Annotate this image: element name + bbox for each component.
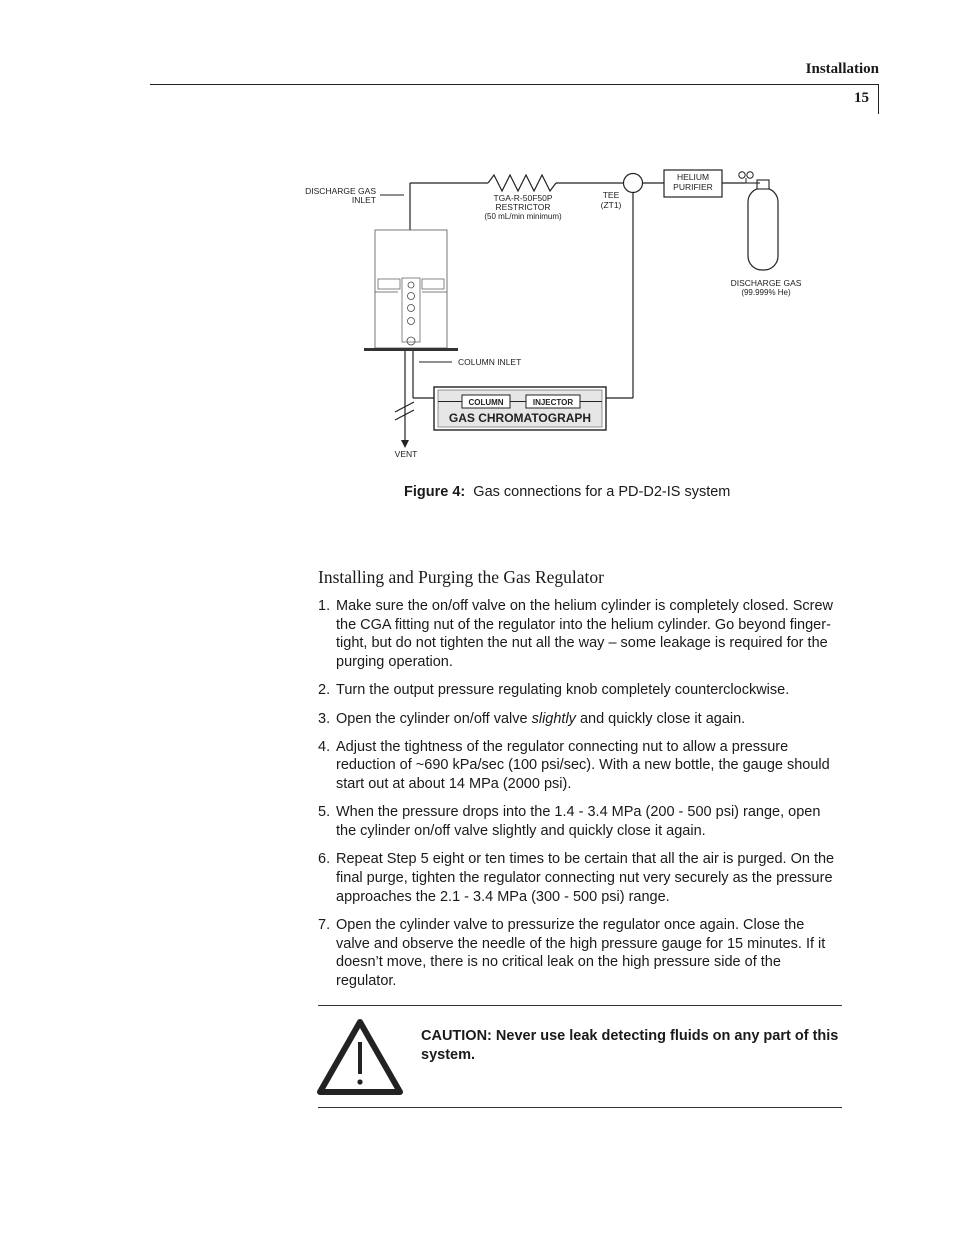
restrictor-label-1: TGA-R-50F50P [493, 193, 553, 203]
step-text: Make sure the on/off valve on the helium cylinder is completely closed. Screw the CGA fitting nut of the regulator into the helium cylinder. Go beyond finger-tight, but do not tighten the nut all the way – some leakage is required for the purging operation. [336, 598, 834, 671]
helium-purifier-label-2: PURIFIER [673, 182, 713, 192]
tee-label-1: TEE [602, 190, 620, 200]
vent-label: VENT [394, 449, 418, 459]
list-item [318, 738, 842, 794]
column-label: COLUMN [468, 398, 504, 407]
column-inlet-label: COLUMN INLET [458, 357, 522, 367]
gas-chromatograph-label: GAS CHROMATOGRAPH [448, 411, 592, 425]
step-number: 3. [318, 710, 331, 727]
restrictor-label-2: RESTRICTOR [495, 202, 551, 212]
step-text: Adjust the tightness of the regulator connecting nut to allow a pressure reduction of ~690 kPa/sec (100 psi/sec). With a new bottle, the gauge should start out at about 14 MPa (2000 psi). [336, 738, 830, 793]
tee-label-2: (ZT1) [600, 200, 622, 210]
list-item [318, 803, 842, 840]
gas-connection-diagram [0, 0, 954, 480]
list-item [318, 710, 842, 729]
running-header-title: Installation [805, 61, 879, 77]
restrictor-label-3: (50 mL/min minimum) [484, 212, 562, 221]
warning-triangle-icon [316, 1018, 404, 1096]
injector-label: INJECTOR [532, 398, 574, 407]
step-text-emphasis: slightly [531, 710, 576, 727]
caution-top-rule [318, 1005, 842, 1006]
step-number: 6. [318, 851, 331, 868]
caution-bottom-rule [318, 1107, 842, 1108]
figure-caption-text: Gas connections for a PD-D2-IS system [473, 484, 731, 500]
figure-caption [404, 484, 730, 500]
step-number: 5. [318, 804, 331, 821]
list-item [318, 916, 842, 991]
step-number: 7. [318, 916, 331, 933]
purge-steps-list [318, 597, 842, 1000]
step-number: 1. [318, 598, 331, 614]
discharge-gas-label-2: (99.999% He) [741, 288, 791, 297]
vent-arrow [401, 440, 409, 448]
tee-symbol [624, 174, 643, 193]
gas-cylinder-icon [739, 172, 778, 270]
step-number: 4. [318, 738, 331, 755]
page-number: 15 [854, 90, 869, 106]
detector-block [364, 230, 458, 351]
step-text-before: Open the cylinder on/off valve [336, 710, 532, 727]
step-number: 2. [318, 682, 331, 699]
helium-purifier-label-1: HELIUM [676, 172, 710, 182]
caution-text: CAUTION: Never use leak detecting fluids on any part of this system. [421, 1028, 839, 1063]
step-text: Repeat Step 5 eight or ten times to be certain that all the air is purged. On the final purge, tighten the regulator connecting nut very securely as the pressure approaches the 2.1 - 3.4 MPa (300 - 500 psi) range. [336, 851, 835, 905]
list-item [318, 850, 842, 906]
step-text-after: and quickly close it again. [575, 710, 746, 727]
list-item [318, 681, 842, 700]
discharge-gas-inlet-label-2: INLET [351, 195, 376, 205]
step-text: Turn the output pressure regulating knob completely counterclockwise. [336, 682, 790, 699]
discharge-gas-inlet-label-1: DISCHARGE GAS [305, 186, 376, 196]
step-text: Open the cylinder valve to pressurize the regulator once again. Close the valve and observe the needle of the high pressure gauge for 15 minutes. If it doesn’t move, there is no critical leak on the high pressure side of the regulator. [336, 916, 826, 989]
figure-caption-label: Figure 4: [404, 484, 466, 500]
restrictor-symbol [488, 175, 556, 191]
step-text: When the pressure drops into the 1.4 - 3.4 MPa (200 - 500 psi) range, open the cylinder on/off valve slightly and quickly close it again. [336, 804, 821, 840]
discharge-gas-label-1: DISCHARGE GAS [730, 278, 802, 288]
section-heading: Installing and Purging the Gas Regulator [318, 567, 604, 587]
list-item [318, 597, 842, 672]
